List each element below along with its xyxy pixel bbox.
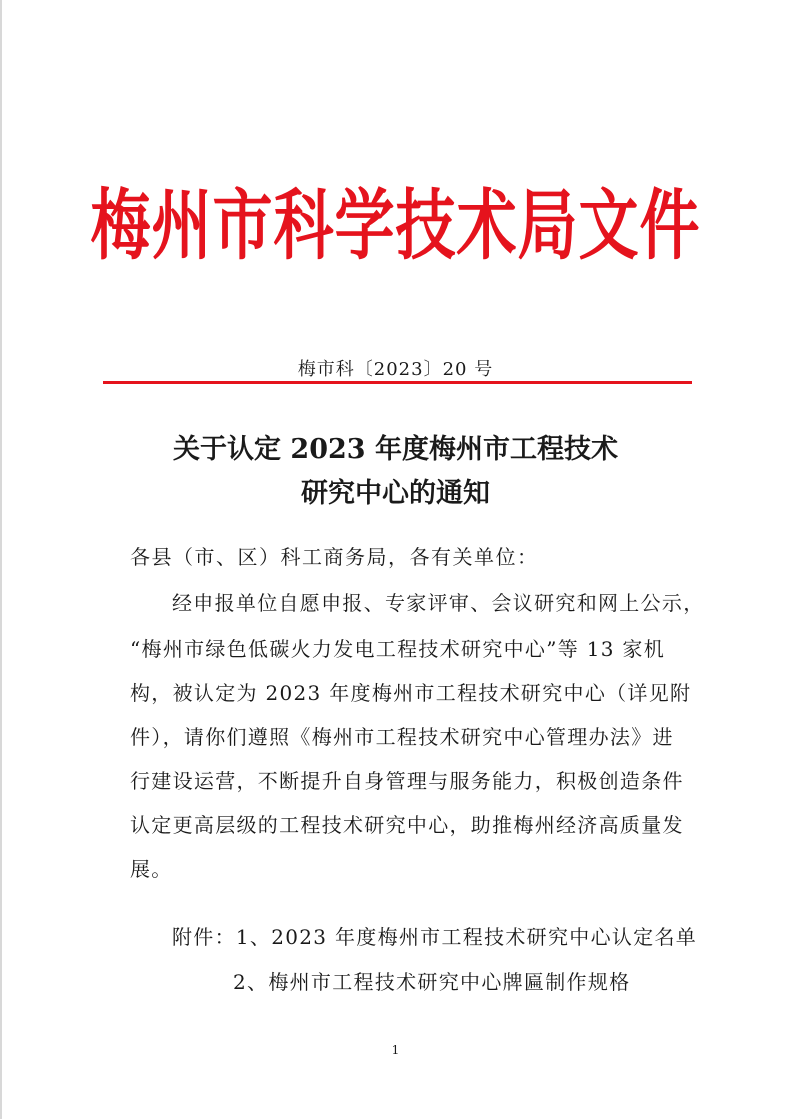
notice-title-line-2: 研究中心的通知 bbox=[301, 478, 490, 509]
attachment-item-1: 附件：1、2023 年度梅州市工程技术研究中心认定名单 bbox=[172, 925, 698, 949]
notice-title bbox=[100, 428, 691, 516]
body-line-5: 行建设运营，不断提升自身管理与服务能力，积极创造条件 bbox=[130, 769, 684, 793]
body-line-2: “梅州市绿色低碳火力发电工程技术研究中心”等 13 家机 bbox=[130, 637, 666, 661]
notice-title-line-1: 关于认定 2023 年度梅州市工程技术 bbox=[173, 434, 618, 465]
body-line-4: 件），请你们遵照《梅州市工程技术研究中心管理办法》进 bbox=[130, 725, 674, 749]
attachment-item-2: 2、梅州市工程技术研究中心牌匾制作规格 bbox=[233, 970, 631, 994]
body-line-3: 构，被认定为 2023 年度梅州市工程技术研究中心（详见附 bbox=[130, 681, 692, 705]
masthead-title: 梅州市科学技术局文件 bbox=[90, 181, 701, 272]
page-edge bbox=[0, 0, 2, 1119]
body-line-6: 认定更高层级的工程技术研究中心，助推梅州经济高质量发 bbox=[130, 813, 684, 837]
red-divider-line bbox=[103, 381, 692, 384]
document-number: 梅市科〔2023〕20 号 bbox=[297, 359, 494, 380]
page-number: 1 bbox=[391, 1043, 400, 1057]
body-line-7: 展。 bbox=[130, 857, 173, 881]
salutation: 各县（市、区）科工商务局，各有关单位： bbox=[130, 545, 539, 569]
body-line-1: 经申报单位自愿申报、专家评审、会议研究和网上公示， bbox=[172, 591, 705, 615]
